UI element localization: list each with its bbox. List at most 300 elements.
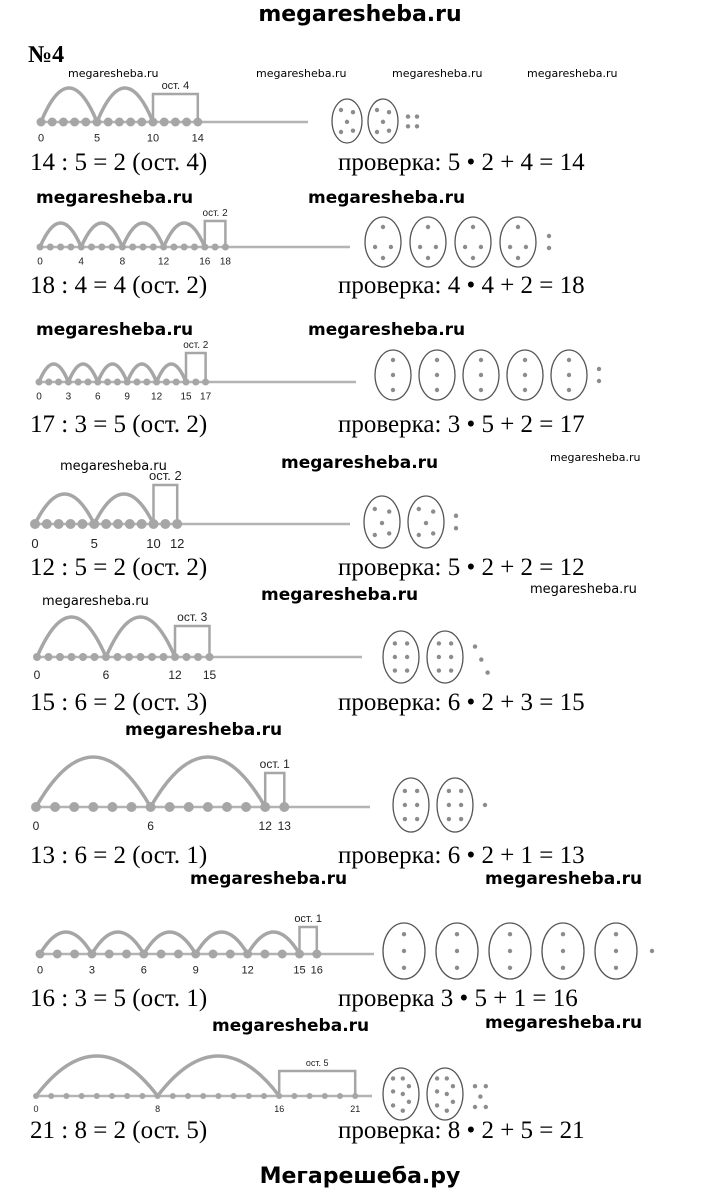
number-point: [260, 802, 270, 812]
group-dot: [387, 128, 391, 132]
jump-arc: [35, 494, 94, 524]
number-point: [139, 1093, 145, 1099]
tick-label: 12: [241, 964, 254, 977]
jump-arc: [151, 757, 266, 807]
jump-arc: [97, 88, 153, 122]
number-point: [65, 379, 72, 386]
group-dot: [508, 966, 512, 970]
watermark: megaresheba.ru: [392, 67, 483, 80]
number-point: [146, 802, 156, 812]
group-dot: [405, 655, 409, 659]
number-point: [77, 519, 87, 529]
remainder-dot: [483, 803, 487, 807]
number-point: [48, 1093, 54, 1099]
tick-label: 15: [180, 391, 192, 403]
remainder-bracket: [154, 485, 178, 524]
group-dot: [435, 358, 439, 362]
number-point: [157, 950, 166, 959]
group-dot: [445, 1076, 449, 1080]
number-point: [87, 950, 96, 959]
remainder-dot: [547, 234, 551, 238]
tick-label: 9: [124, 391, 130, 403]
group-dot: [523, 358, 527, 362]
group-dot: [375, 108, 379, 112]
group-dot: [524, 245, 528, 249]
group-dot: [435, 1103, 439, 1107]
jump-arc: [122, 223, 163, 247]
group-dot: [508, 245, 512, 249]
number-point: [200, 1093, 206, 1099]
group-oval: [437, 778, 473, 832]
remainder-dot: [650, 949, 654, 953]
remainder-dot: [484, 1105, 488, 1109]
number-point: [63, 1093, 69, 1099]
group-dot: [415, 803, 419, 807]
tick-label: 0: [37, 132, 45, 145]
exercise-diagram-1: [0, 60, 720, 160]
number-point: [279, 802, 289, 812]
jump-arc: [36, 757, 151, 807]
number-point: [134, 379, 141, 386]
number-point: [183, 379, 190, 386]
group-dot: [393, 668, 397, 672]
number-point: [56, 653, 64, 661]
remainder-dot: [597, 367, 601, 371]
tick-label: 10: [146, 536, 161, 551]
tick-label: 6: [95, 391, 101, 403]
site-footer[interactable]: Мегарешеба.ру: [259, 1164, 461, 1189]
number-point: [68, 653, 76, 661]
number-point: [125, 519, 135, 529]
jump-arc: [36, 1056, 158, 1096]
number-point: [260, 950, 269, 959]
number-point: [191, 950, 200, 959]
group-dot: [407, 1084, 411, 1088]
number-point: [185, 1093, 191, 1099]
remainder-bracket: [265, 773, 284, 807]
group-dot: [516, 225, 520, 229]
tick-label: 16: [199, 256, 211, 268]
number-point: [55, 379, 62, 386]
number-point: [66, 519, 76, 529]
group-dot: [567, 388, 571, 392]
number-point: [54, 519, 64, 529]
tick-label: 12: [168, 668, 182, 682]
number-point: [50, 802, 60, 812]
watermark: megaresheba.ru: [485, 1013, 643, 1033]
number-point: [127, 802, 137, 812]
number-point: [129, 244, 136, 251]
tick-label: 8: [155, 1104, 161, 1114]
number-point: [79, 653, 87, 661]
number-point: [143, 379, 150, 386]
number-point: [81, 118, 90, 127]
number-point: [203, 802, 213, 812]
remainder-bracket: [205, 221, 226, 247]
remainder-dot: [454, 526, 458, 530]
tick-label: 0: [32, 819, 40, 833]
check-2: проверка: 4 • 4 + 2 = 18: [338, 272, 585, 299]
number-point: [150, 244, 157, 251]
jump-arc: [164, 223, 205, 247]
remainder-dot: [473, 644, 477, 648]
number-point: [137, 653, 145, 661]
remainder-label: ост. 1: [294, 913, 322, 925]
group-dot: [387, 531, 391, 535]
number-point: [113, 519, 123, 529]
group-dot: [447, 789, 451, 793]
tick-label: 0: [36, 391, 42, 403]
number-point: [47, 244, 54, 251]
group-dot: [380, 521, 384, 525]
group-dot: [614, 949, 618, 953]
check-1: проверка: 5 • 2 + 4 = 14: [338, 149, 585, 176]
group-dot: [405, 641, 409, 645]
remainder-dot: [478, 1094, 482, 1098]
tick-label: 16: [310, 964, 323, 977]
group-dot: [471, 256, 475, 260]
number-point: [33, 653, 41, 661]
tick-label: 15: [293, 964, 306, 977]
number-point: [98, 244, 105, 251]
check-4: проверка: 5 • 2 + 2 = 12: [338, 554, 585, 581]
group-dot: [459, 817, 463, 821]
group-dot: [449, 668, 453, 672]
jump-arc: [144, 932, 196, 954]
equation-3: 17 : 3 = 5 (ост. 2): [30, 411, 208, 438]
group-dot: [403, 789, 407, 793]
group-dot: [523, 388, 527, 392]
tick-label: 18: [219, 256, 231, 268]
group-dot: [417, 507, 421, 511]
check-6: проверка: 6 • 2 + 1 = 13: [338, 842, 585, 869]
group-dot: [523, 373, 527, 377]
number-point: [215, 1093, 221, 1099]
number-point: [206, 653, 214, 661]
group-dot: [391, 1103, 395, 1107]
group-dot: [614, 932, 618, 936]
remainder-bracket: [300, 927, 317, 954]
number-point: [85, 379, 92, 386]
tick-label: 12: [169, 536, 185, 551]
group-oval: [383, 631, 419, 683]
tick-label: 15: [202, 668, 217, 682]
group-dot: [426, 256, 430, 260]
number-point: [352, 1093, 358, 1099]
group-dot: [455, 949, 459, 953]
site-header[interactable]: megaresheba.ru: [258, 2, 462, 27]
tick-label: 10: [146, 132, 160, 145]
watermark: megaresheba.ru: [308, 188, 466, 208]
tick-label: 0: [31, 536, 39, 551]
remainder-dot: [484, 1084, 488, 1088]
watermark: megaresheba.ru: [256, 67, 347, 80]
group-dot: [447, 803, 451, 807]
group-dot: [471, 225, 475, 229]
group-oval: [427, 631, 463, 683]
number-point: [153, 379, 160, 386]
number-point: [291, 1093, 297, 1099]
group-dot: [435, 373, 439, 377]
number-point: [59, 118, 68, 127]
remainder-bracket: [279, 1071, 355, 1096]
number-point: [104, 379, 111, 386]
watermark: megaresheba.ru: [60, 459, 167, 474]
number-point: [104, 118, 113, 127]
number-point: [307, 1093, 313, 1099]
number-point: [337, 1093, 343, 1099]
group-dot: [561, 966, 565, 970]
number-point: [192, 379, 199, 386]
remainder-dot: [473, 1105, 477, 1109]
group-dot: [567, 358, 571, 362]
number-point: [181, 244, 188, 251]
group-dot: [375, 130, 379, 134]
group-dot: [389, 245, 393, 249]
watermark: megaresheba.ru: [485, 869, 643, 889]
group-dot: [451, 1084, 455, 1088]
number-point: [33, 1093, 39, 1099]
number-point: [202, 379, 209, 386]
group-dot: [387, 110, 391, 114]
group-oval: [393, 778, 429, 832]
tick-label: 0: [33, 668, 41, 682]
number-point: [174, 950, 183, 959]
number-point: [101, 519, 111, 529]
tick-label: 9: [192, 964, 199, 977]
group-dot: [479, 373, 483, 377]
number-point: [191, 244, 198, 251]
remainder-label: ост. 2: [202, 208, 228, 219]
number-point: [109, 1093, 115, 1099]
watermark: megaresheba.ru: [281, 453, 439, 473]
jump-arc: [41, 88, 97, 122]
group-dot: [391, 1076, 395, 1080]
group-dot: [435, 1089, 439, 1093]
remainder-dot: [415, 114, 419, 118]
group-dot: [393, 655, 397, 659]
task-number: №4: [28, 42, 65, 68]
remainder-dot: [406, 124, 410, 128]
number-point: [209, 950, 218, 959]
remainder-dot: [479, 657, 483, 661]
group-dot: [431, 531, 435, 535]
exercise-diagram-2: [0, 200, 720, 280]
group-dot: [614, 966, 618, 970]
remainder-dot: [485, 670, 489, 674]
remainder-label: ост. 5: [305, 1058, 329, 1068]
number-point: [182, 118, 191, 127]
exercise-diagram-5: [0, 600, 720, 690]
equation-8: 21 : 8 = 2 (ост. 5): [30, 1117, 208, 1144]
tick-label: 12: [158, 256, 170, 268]
group-dot: [391, 373, 395, 377]
number-point: [124, 1093, 130, 1099]
remainder-label: ост. 3: [177, 610, 208, 624]
remainder-dot: [473, 1084, 477, 1088]
number-point: [149, 118, 158, 127]
exercise-diagram-3: [0, 330, 720, 415]
tick-label: 8: [119, 256, 126, 268]
watermark: megaresheba.ru: [308, 320, 466, 340]
jump-arc: [94, 494, 153, 524]
number-point: [149, 519, 159, 529]
check-5: проверка: 6 • 2 + 3 = 15: [338, 689, 585, 716]
number-point: [42, 519, 52, 529]
number-point: [115, 118, 124, 127]
group-dot: [463, 245, 467, 249]
group-dot: [391, 358, 395, 362]
tick-label: 6: [140, 964, 147, 977]
equation-7: 16 : 3 = 5 (ост. 1): [30, 985, 208, 1012]
number-point: [231, 1093, 237, 1099]
jump-arc: [81, 223, 122, 247]
remainder-dot: [415, 124, 419, 128]
group-dot: [418, 245, 422, 249]
number-point: [88, 244, 95, 251]
group-dot: [417, 533, 421, 537]
watermark: megaresheba.ru: [36, 320, 194, 340]
number-point: [109, 244, 116, 251]
number-point: [125, 653, 133, 661]
group-dot: [435, 1076, 439, 1080]
number-point: [70, 950, 79, 959]
group-dot: [415, 789, 419, 793]
equation-2: 18 : 4 = 4 (ост. 2): [30, 272, 208, 299]
group-dot: [437, 641, 441, 645]
watermark: megaresheba.ru: [68, 67, 159, 80]
group-dot: [402, 932, 406, 936]
jump-arc: [40, 932, 92, 954]
number-point: [160, 653, 168, 661]
number-point: [70, 118, 79, 127]
remainder-bracket: [175, 626, 210, 657]
tick-label: 3: [88, 964, 95, 977]
tick-label: 16: [274, 1104, 285, 1114]
number-point: [172, 519, 182, 529]
watermark: megaresheba.ru: [530, 582, 637, 597]
group-dot: [391, 1089, 395, 1093]
jump-arc: [248, 932, 300, 954]
group-dot: [401, 1108, 405, 1112]
number-point: [278, 950, 287, 959]
number-point: [163, 379, 170, 386]
number-point: [114, 653, 122, 661]
number-point: [93, 118, 102, 127]
number-point: [119, 244, 126, 251]
group-dot: [373, 245, 377, 249]
group-dot: [479, 245, 483, 249]
remainder-label: ост. 1: [259, 757, 290, 771]
group-dot: [351, 110, 355, 114]
number-point: [94, 1093, 100, 1099]
jump-arc: [92, 932, 144, 954]
remainder-dot: [597, 379, 601, 383]
number-point: [78, 244, 85, 251]
number-point: [170, 1093, 176, 1099]
number-point: [75, 379, 82, 386]
group-dot: [479, 358, 483, 362]
number-point: [241, 802, 251, 812]
number-point: [48, 118, 57, 127]
equation-5: 15 : 6 = 2 (ост. 3): [30, 689, 208, 716]
group-dot: [339, 108, 343, 112]
number-point: [171, 118, 180, 127]
group-dot: [449, 655, 453, 659]
group-dot: [508, 949, 512, 953]
equation-4: 12 : 5 = 2 (ост. 2): [30, 554, 208, 581]
number-point: [137, 118, 146, 127]
group-dot: [401, 1092, 405, 1096]
remainder-dot: [547, 246, 551, 250]
number-point: [276, 1093, 282, 1099]
watermark: megaresheba.ru: [527, 67, 618, 80]
group-dot: [405, 668, 409, 672]
number-point: [201, 244, 208, 251]
remainder-dot: [406, 114, 410, 118]
number-point: [160, 118, 169, 127]
watermark: megaresheba.ru: [261, 585, 419, 605]
check-8: проверка: 8 • 2 + 5 = 21: [338, 1117, 585, 1144]
tick-label: 0: [36, 964, 44, 977]
remainder-label: ост. 2: [183, 340, 209, 351]
tick-label: 13: [277, 819, 291, 833]
number-point: [246, 1093, 252, 1099]
group-dot: [431, 509, 435, 513]
number-point: [140, 244, 147, 251]
number-point: [31, 802, 41, 812]
watermark: megaresheba.ru: [125, 720, 283, 740]
exercise-diagram-4: [0, 462, 720, 557]
number-point: [322, 1093, 328, 1099]
number-point: [183, 653, 191, 661]
number-point: [94, 379, 101, 386]
number-point: [155, 1093, 161, 1099]
number-point: [45, 653, 53, 661]
number-point: [89, 519, 99, 529]
number-point: [67, 244, 74, 251]
check-3: проверка: 3 • 5 + 2 = 17: [338, 411, 585, 438]
group-dot: [459, 803, 463, 807]
number-point: [222, 244, 229, 251]
number-point: [295, 950, 304, 959]
exercise-diagram-8: [0, 1045, 720, 1125]
number-point: [170, 244, 177, 251]
group-dot: [437, 668, 441, 672]
number-point: [36, 950, 45, 959]
remainder-bracket: [186, 353, 206, 382]
group-dot: [345, 120, 349, 124]
group-dot: [402, 966, 406, 970]
group-dot: [403, 817, 407, 821]
watermark: megaresheba.ru: [212, 1016, 370, 1036]
jump-arc: [127, 364, 156, 382]
jump-arc: [157, 364, 186, 382]
tick-label: 0: [33, 1104, 39, 1114]
number-point: [173, 379, 180, 386]
group-dot: [508, 932, 512, 936]
remainder-label: ост. 4: [161, 80, 190, 92]
group-dot: [455, 932, 459, 936]
group-dot: [391, 388, 395, 392]
number-point: [122, 950, 131, 959]
number-point: [88, 802, 98, 812]
number-point: [69, 802, 79, 812]
number-point: [105, 950, 114, 959]
group-dot: [561, 932, 565, 936]
group-dot: [455, 966, 459, 970]
group-dot: [435, 388, 439, 392]
